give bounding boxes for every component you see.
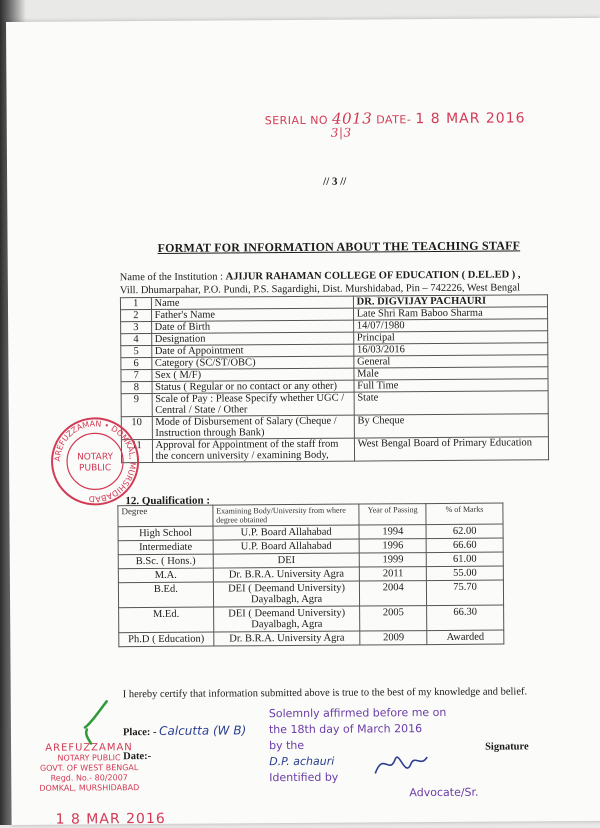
detail-number: 4 [121,333,152,345]
notary-seal-icon [49,415,142,508]
signature-scribble-icon [371,745,431,785]
affirmation-line3: by the [269,738,305,753]
detail-label: Father's Name [151,308,353,321]
detail-row [121,437,548,463]
detail-value: 14/07/1980 [353,319,547,332]
detail-value: Full Time [354,379,548,392]
header-marks: % of Marks [426,503,503,525]
detail-value: West Bengal Board of Primary Education [354,437,548,461]
detail-row [121,391,548,417]
qualification-degree: Intermediate [118,540,213,555]
qualification-year: 1999 [360,553,427,567]
green-tick-icon [81,697,111,745]
affirmation-line1: Solemnly affirmed before me on [268,705,447,721]
qualification-year: 2004 [360,581,427,606]
affirmation-line4: D.P. achauri [269,754,335,769]
detail-number: 11 [121,439,152,462]
detail-row [121,414,548,440]
detail-label: Date of Birth [151,320,353,333]
detail-label: Scale of Pay : Please Specify whether UGC / Central / State / Other [152,392,354,416]
detail-label: Approval for Appointment of the staff from the concern university / examining Body, [152,438,354,462]
qualification-year: 1996 [359,539,426,553]
detail-label: Designation [151,332,353,345]
serial-date-label: DATE- [376,113,412,127]
header-year: Year of Passing [359,504,426,525]
signature-label: Signature [485,741,529,753]
header-degree: Degree [118,505,213,527]
detail-label: Category (SC/ST/OBC) [151,356,353,369]
qualification-marks: 61.00 [426,552,503,567]
page-marker: // 3 // [323,175,347,188]
page-title: FORMAT FOR INFORMATION ABOUT THE TEACHING STAFF [157,238,521,255]
qualification-marks: Awarded [427,630,504,645]
qualification-degree: Ph.D ( Education) [119,632,214,647]
qualification-body: Dr. B.R.A. University Agra [213,567,360,582]
institution-label: Name of the Institution : [119,271,224,284]
seal-center1: NOTARY [77,452,114,463]
document-page [6,18,600,828]
detail-label: Mode of Disbursement of Salary (Cheque / Instruction through Bank) [152,415,354,439]
place-label: Place: - [122,726,157,739]
qualification-marks: 66.30 [427,605,504,631]
detail-label: Date of Appointment [151,344,353,357]
detail-value: Male [354,367,548,380]
detail-value: General [354,355,548,368]
qualification-year: 2009 [360,631,427,645]
qualification-year: 2005 [360,606,427,631]
qualification-year: 2011 [360,567,427,581]
detail-number: 3 [121,321,152,333]
detail-number: 2 [121,309,152,321]
notary-line2: GOVT. OF WEST BENGAL [39,763,139,773]
certification-text: I hereby certify that information submitted above is true to the best of my knowledge and belief. [122,686,528,701]
notary-date: 1 8 MAR 2016 [55,810,166,828]
qualification-row [119,630,504,647]
detail-number: 1 [120,297,151,309]
affirmation-line6: Advocate/Sr. [409,785,479,800]
qualification-body: DEI ( Deemand University) Dayalbagh, Agra [213,606,360,632]
serial-sub: 3|3 [330,125,352,140]
qualification-body: U.P. Board Allahabad [213,539,360,554]
qualification-body: DEI [213,553,360,568]
qualification-body: Dr. B.R.A. University Agra [214,631,361,646]
notary-line3: Regd. No.- 80/2007 [50,773,128,783]
serial-stamp [264,108,526,140]
serial-number: 4013 [331,109,373,128]
serial-label: SERIAL NO [264,113,329,128]
detail-number: 6 [121,357,152,369]
detail-value: By Cheque [354,414,548,438]
qualification-degree: B.Ed. [118,582,213,608]
detail-value: Principal [353,331,547,344]
qualification-heading: 12. Qualification : [125,494,211,508]
detail-value: DR. DIGVIJAY PACHAURI [353,295,547,308]
detail-label: Status ( Regular or no contact or any other) [152,380,354,393]
affirmation-line5: Identified by [269,770,339,785]
detail-value: State [354,391,548,415]
notary-name: AREFUZZAMAN [45,742,133,754]
qualification-body: U.P. Board Allahabad [213,525,360,540]
qualification-row [118,580,503,608]
qualification-degree: High School [118,526,213,541]
notary-stamp [39,743,139,794]
detail-number: 5 [121,345,152,357]
institution-address: Vill. Dhumarpahar, P.O. Pundi, P.S. Sagardighi, Dist. Murshidabad, Pin – 742226, West Bengal [119,282,521,297]
detail-number: 10 [121,416,152,439]
detail-value: Late Shri Ram Baboo Sharma [353,307,547,320]
detail-label: Name [151,296,353,309]
place-line [123,723,246,738]
qualification-marks: 75.70 [427,580,504,606]
notary-line1: NOTARY PUBLIC [57,753,121,763]
qualification-row [119,605,504,633]
header-body: Examining Body/University from where degree obtained [213,504,360,526]
qualification-year: 1994 [359,525,426,539]
qualification-degree: M.Ed. [119,607,214,633]
place-value: Calcutta (W B) [159,723,247,738]
institution-name: AJIJUR RAHAMAN COLLEGE OF EDUCATION ( D.EL.ED ) , [225,269,521,283]
qualification-marks: 55.00 [426,566,503,581]
qualification-table [117,503,504,648]
date-label: Date:- [123,751,152,763]
affirmation-line2: the 18th day of March 2016 [268,722,423,737]
notary-line4: DOMKAL, MURSHIDABAD [39,783,140,793]
seal-ring-text: AREFUZZAMAN • DOMKAL, MURSHIDABAD [52,419,138,504]
qualification-degree: M.A. [118,568,213,583]
detail-label: Sex ( M/F) [151,368,353,381]
detail-number: 7 [121,369,152,381]
qualification-body: DEI ( Deemand University) Dayalbagh, Agra [213,581,360,607]
detail-number: 9 [121,393,152,416]
detail-value: 16/03/2016 [353,343,547,356]
qualification-degree: B.Sc. ( Hons.) [118,554,213,569]
institution-block [120,268,560,297]
seal-center2: PUBLIC [79,463,112,474]
details-table [120,294,549,463]
detail-number: 8 [121,381,152,393]
qualification-marks: 62.00 [426,524,503,539]
serial-date: 1 8 MAR 2016 [415,110,526,128]
qualification-header-row [118,503,503,527]
qualification-marks: 66.60 [426,538,503,553]
